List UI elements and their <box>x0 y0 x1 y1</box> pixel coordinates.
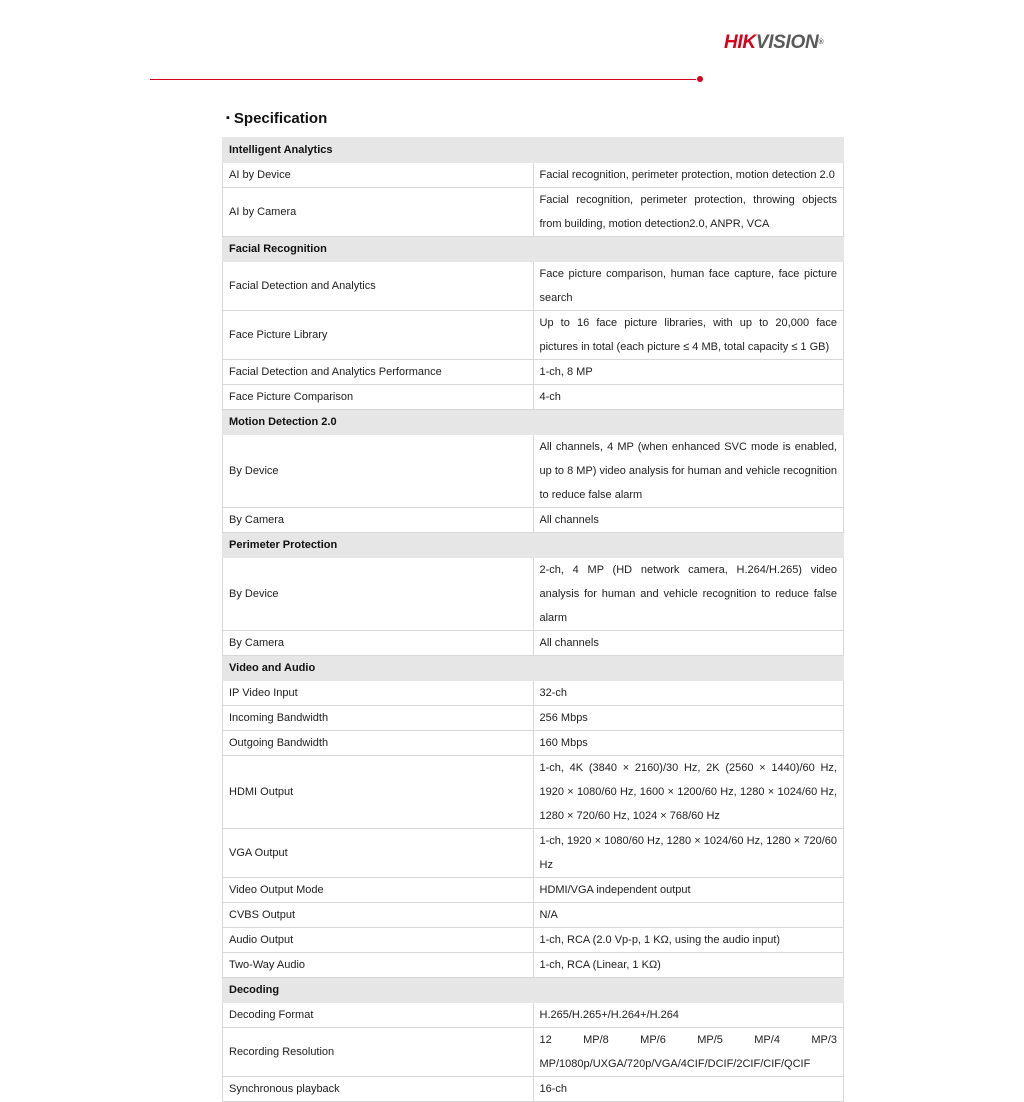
spec-key: By Camera <box>223 508 534 533</box>
section-title: Motion Detection 2.0 <box>223 410 844 435</box>
logo-text-vision: VISION <box>755 32 819 53</box>
spec-value: 12 MP/8 MP/6 MP/5 MP/4 MP/3 MP/1080p/UXGA/720p/VGA/4CIF/DCIF/2CIF/CIF/QCIF <box>533 1028 844 1077</box>
spec-row <box>223 262 844 311</box>
spec-value: 1-ch, RCA (Linear, 1 KΩ) <box>533 953 844 978</box>
page-heading <box>226 108 327 129</box>
section-header-row <box>223 410 844 435</box>
header-divider-dot <box>697 76 703 82</box>
spec-value: All channels, 4 MP (when enhanced SVC mode is enabled, up to 8 MP) video analysis for human and vehicle recognition to reduce false alarm <box>533 435 844 508</box>
spec-row <box>223 756 844 829</box>
spec-key: Facial Detection and Analytics <box>223 262 534 311</box>
spec-key: Face Picture Library <box>223 311 534 360</box>
section-header-row <box>223 138 844 163</box>
spec-key: Facial Detection and Analytics Performance <box>223 360 534 385</box>
spec-value: Facial recognition, perimeter protection, motion detection 2.0 <box>533 163 844 188</box>
spec-key: By Camera <box>223 631 534 656</box>
section-header-row <box>223 656 844 681</box>
spec-row <box>223 928 844 953</box>
spec-row <box>223 681 844 706</box>
heading-title: Specification <box>233 110 328 127</box>
spec-key: Recording Resolution <box>223 1028 534 1077</box>
spec-key: AI by Camera <box>223 188 534 237</box>
spec-value: 16-ch <box>533 1077 844 1102</box>
spec-row <box>223 1077 844 1102</box>
spec-key: Decoding Format <box>223 1003 534 1028</box>
spec-value: Face picture comparison, human face capture, face picture search <box>533 262 844 311</box>
spec-value: 160 Mbps <box>533 731 844 756</box>
spec-value: 1-ch, 1920 × 1080/60 Hz, 1280 × 1024/60 Hz, 1280 × 720/60 Hz <box>533 829 844 878</box>
section-header-row <box>223 237 844 262</box>
spec-row <box>223 163 844 188</box>
spec-row <box>223 558 844 631</box>
spec-row <box>223 508 844 533</box>
spec-key: Video Output Mode <box>223 878 534 903</box>
section-title: Intelligent Analytics <box>223 138 844 163</box>
logo-registered-mark: ® <box>818 39 824 46</box>
specification-table <box>222 137 844 1102</box>
spec-key: Audio Output <box>223 928 534 953</box>
spec-key: Synchronous playback <box>223 1077 534 1102</box>
spec-row <box>223 706 844 731</box>
spec-value: H.265/H.265+/H.264+/H.264 <box>533 1003 844 1028</box>
spec-row <box>223 953 844 978</box>
spec-value: HDMI/VGA independent output <box>533 878 844 903</box>
section-title: Facial Recognition <box>223 237 844 262</box>
section-header-row <box>223 533 844 558</box>
spec-key: IP Video Input <box>223 681 534 706</box>
spec-key: Face Picture Comparison <box>223 385 534 410</box>
spec-key: Outgoing Bandwidth <box>223 731 534 756</box>
spec-key: AI by Device <box>223 163 534 188</box>
spec-key: HDMI Output <box>223 756 534 829</box>
spec-key: Incoming Bandwidth <box>223 706 534 731</box>
spec-row <box>223 631 844 656</box>
hikvision-logo <box>724 32 823 54</box>
spec-key: CVBS Output <box>223 903 534 928</box>
spec-row <box>223 385 844 410</box>
section-title: Video and Audio <box>223 656 844 681</box>
spec-row <box>223 360 844 385</box>
spec-value: 256 Mbps <box>533 706 844 731</box>
spec-value: 1-ch, 8 MP <box>533 360 844 385</box>
spec-key: Two-Way Audio <box>223 953 534 978</box>
spec-row <box>223 829 844 878</box>
spec-value: 4-ch <box>533 385 844 410</box>
spec-row <box>223 311 844 360</box>
spec-row <box>223 731 844 756</box>
spec-value: 1-ch, RCA (2.0 Vp-p, 1 KΩ, using the audio input) <box>533 928 844 953</box>
spec-value: 1-ch, 4K (3840 × 2160)/30 Hz, 2K (2560 × 1440)/60 Hz, 1920 × 1080/60 Hz, 1600 × 1200/60 Hz, 1280 × 1024/60 Hz, 1280 × 720/60 Hz, 1024 × 768/60 Hz <box>533 756 844 829</box>
heading-bullet: ▪ <box>226 112 230 124</box>
spec-value: Facial recognition, perimeter protection, throwing objects from building, motion detection2.0, ANPR, VCA <box>533 188 844 237</box>
header-divider-line <box>150 79 696 80</box>
spec-key: VGA Output <box>223 829 534 878</box>
spec-row <box>223 435 844 508</box>
spec-row <box>223 1028 844 1077</box>
spec-value: 2-ch, 4 MP (HD network camera, H.264/H.265) video analysis for human and vehicle recognition to reduce false alarm <box>533 558 844 631</box>
section-header-row <box>223 978 844 1003</box>
spec-value: 32-ch <box>533 681 844 706</box>
spec-row <box>223 188 844 237</box>
spec-key: By Device <box>223 558 534 631</box>
spec-value: Up to 16 face picture libraries, with up to 20,000 face pictures in total (each picture ≤ 4 MB, total capacity ≤ 1 GB) <box>533 311 844 360</box>
section-title: Decoding <box>223 978 844 1003</box>
spec-value: N/A <box>533 903 844 928</box>
section-title: Perimeter Protection <box>223 533 844 558</box>
spec-row <box>223 903 844 928</box>
spec-value: All channels <box>533 508 844 533</box>
spec-value: All channels <box>533 631 844 656</box>
spec-key: By Device <box>223 435 534 508</box>
spec-row <box>223 878 844 903</box>
logo-text-hik: HIK <box>724 32 756 53</box>
